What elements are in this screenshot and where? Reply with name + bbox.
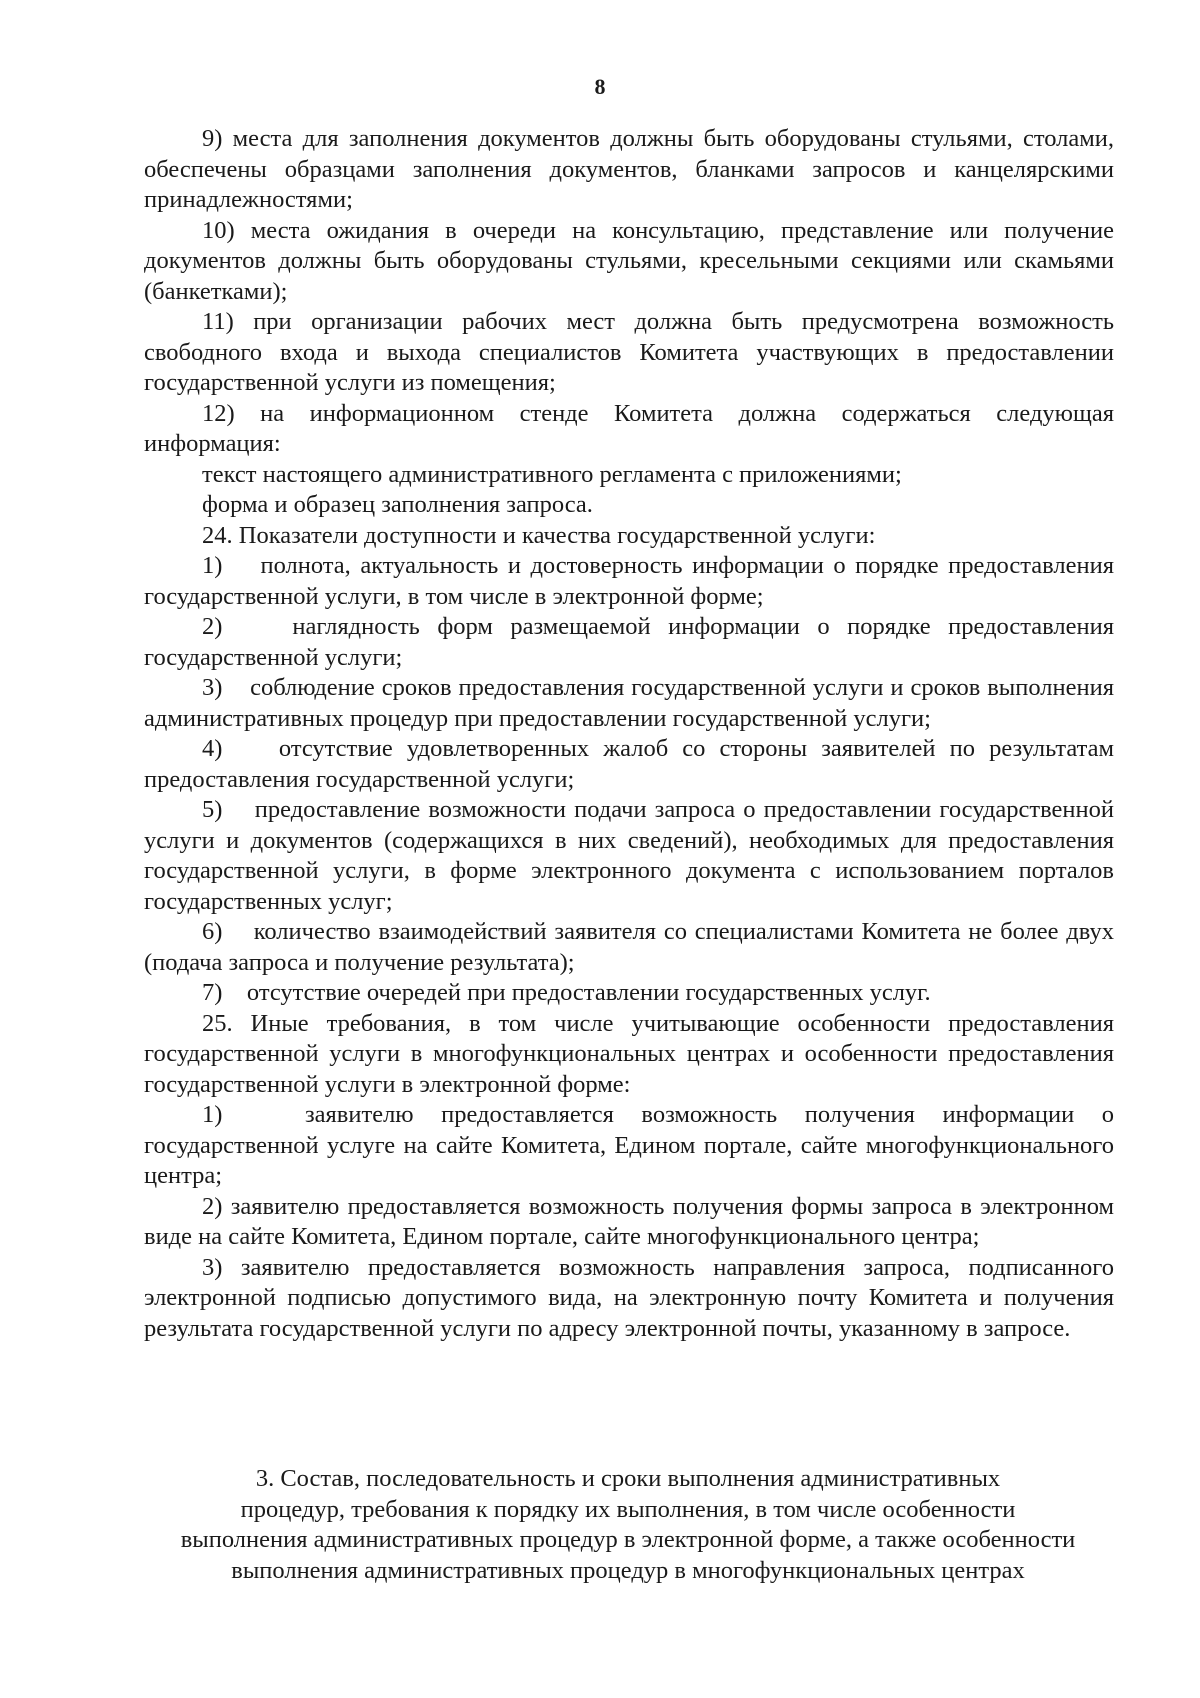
paragraph-24-item-1: 1) полнота, актуальность и достоверность информации о порядке предоставления государственной услуги, в том числе в электронной форме; <box>144 552 1114 610</box>
paragraph-stand-text: текст настоящего административного регламента с приложениями; <box>202 460 902 488</box>
paragraph-24-item-4: 4) отсутствие удовлетворенных жалоб со стороны заявителей по результатам предоставления государственной услуги; <box>144 735 1114 793</box>
section-heading-line: выполнения административных процедур в многофункциональных центрах <box>231 1556 1025 1584</box>
paragraph-24-item-5: 5) предоставление возможности подачи запроса о предоставлении государственной услуги и документов (содержащихся в них сведений), необходимых для предоставления государственной услуги, в форме электронного документа с использованием порталов государственных услуг; <box>144 796 1114 915</box>
paragraph-24-item-6: 6) количество взаимодействий заявителя со специалистами Комитета не более двух (подача запроса и получение результата); <box>144 918 1114 976</box>
section-heading-line: выполнения административных процедур в электронной форме, а также особенности <box>180 1526 1076 1553</box>
section-heading-line: 3. Состав, последовательность и сроки выполнения административных <box>255 1465 1001 1492</box>
section-heading-line: процедур, требования к порядку их выполнения, в том числе особенности <box>240 1495 1016 1523</box>
paragraph-24-item-3: 3) соблюдение сроков предоставления государственной услуги и сроков выполнения административных процедур при предоставлении государственной услуги; <box>144 674 1114 732</box>
paragraph-stand-form: форма и образец заполнения запроса. <box>202 491 593 518</box>
paragraph-item-9: 9) места для заполнения документов должны быть оборудованы стульями, столами, обеспечены образцами заполнения документов, бланками запросов и канцелярскими принадлежностями; <box>144 125 1114 213</box>
paragraph-25-item-1: 1) заявителю предоставляется возможность получения информации о государственной услуге на сайте Комитета, Едином портале, сайте многофункционального центра; <box>144 1101 1114 1189</box>
paragraph-section-24: 24. Показатели доступности и качества государственной услуги: <box>202 521 876 549</box>
page-number: 8 <box>594 74 606 99</box>
paragraph-24-item-7: 7) отсутствие очередей при предоставлении государственных услуг. <box>202 979 931 1006</box>
paragraph-24-item-2: 2) наглядность форм размещаемой информации о порядке предоставления государственной услуги; <box>144 613 1114 671</box>
document-body <box>144 124 1114 1344</box>
paragraph-item-11: 11) при организации рабочих мест должна быть предусмотрена возможность свободного входа и выхода специалистов Комитета участвующих в предоставлении государственной услуги из помещения; <box>144 308 1114 396</box>
paragraph-item-12: 12) на информационном стенде Комитета должна содержаться следующая информация: <box>144 399 1114 457</box>
paragraph-25-item-2: 2) заявителю предоставляется возможность получения формы запроса в электронном виде на сайте Комитета, Едином портале, сайте многофункционального центра; <box>144 1192 1114 1250</box>
paragraph-item-10: 10) места ожидания в очереди на консультацию, представление или получение документов должны быть оборудованы стульями, кресельными секциями или скамьями (банкетками); <box>144 216 1114 305</box>
paragraph-section-25: 25. Иные требования, в том числе учитывающие особенности предоставления государственной услуги в многофункциональных центрах и особенности предоставления государственной услуги в электронной форме: <box>144 1009 1114 1098</box>
section-heading <box>130 1464 1126 1586</box>
paragraph-25-item-3: 3) заявителю предоставляется возможность направления запроса, подписанного электронной подписью допустимого вида, на электронную почту Комитета и получения результата государственной услуги по адресу электронной почты, указанному в запросе. <box>144 1253 1114 1342</box>
